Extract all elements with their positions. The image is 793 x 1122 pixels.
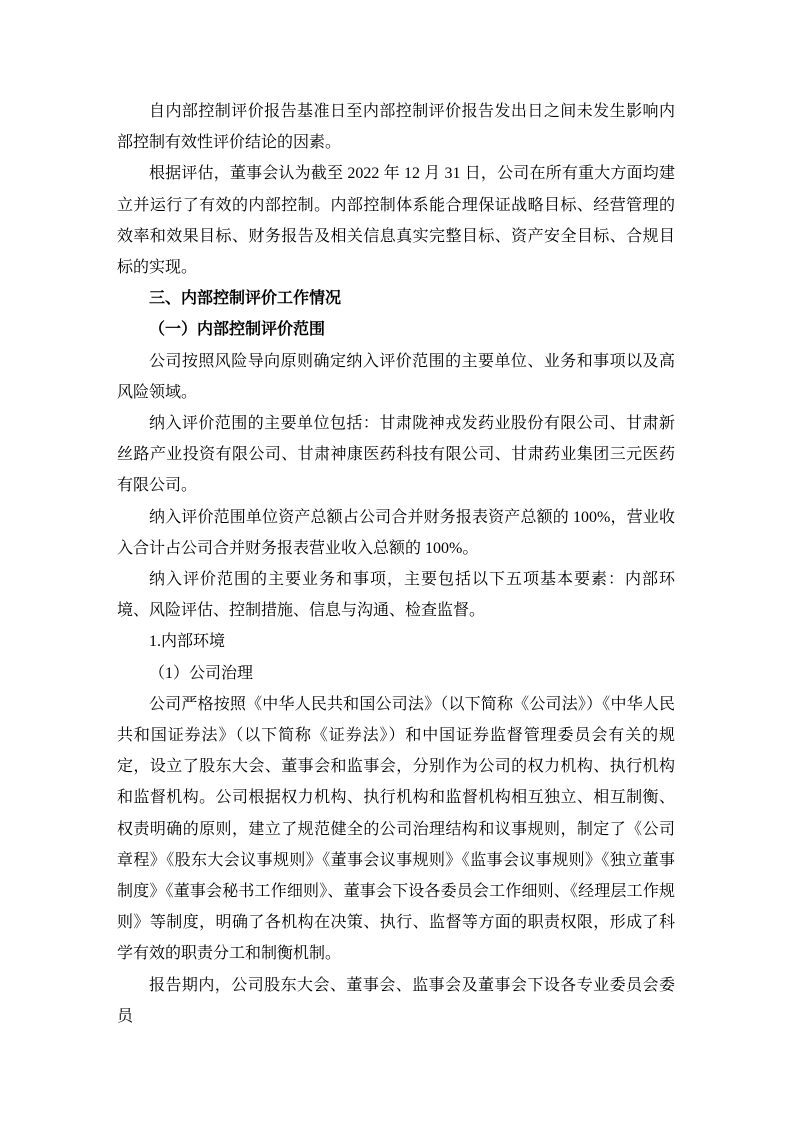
heading-subsection-evaluation-scope: （一）内部控制评价范围 (149, 321, 326, 339)
para-scope-five-elements: 纳入评价范围的主要业务和事项，主要包括以下五项基本要素：内部环境、风险评估、控制措施、信息与沟通、检查监督。 (117, 571, 675, 620)
heading-item-internal-environment: 1.内部环境 (149, 633, 226, 651)
heading-item-corporate-governance: （1）公司治理 (149, 664, 254, 682)
para-board-conclusion: 根据评估，董事会认为截至 2022 年 12 月 31 日，公司在所有重大方面均建立并运行了有效的内部控制。内部控制体系能合理保证战略目标、经营管理的效率和效果目标、财务报告及相关信息真实完整目标、资产安全目标、合规目标的实现。 (117, 165, 675, 277)
para-scope-coverage-percent: 纳入评价范围单位资产总额占公司合并财务报表资产总额的 100%，营业收入合计占公司合并财务报表营业收入总额的 100%。 (117, 508, 675, 557)
para-risk-oriented-principle: 公司按照风险导向原则确定纳入评价范围的主要单位、业务和事项以及高风险领域。 (117, 352, 675, 401)
para-scope-units: 纳入评价范围的主要单位包括：甘肃陇神戎发药业股份有限公司、甘肃新丝路产业投资有限公司、甘肃神康医药科技有限公司、甘肃药业集团三元医药有限公司。 (117, 415, 675, 495)
document-text-block (117, 96, 675, 1032)
para-corporate-governance-detail: 公司严格按照《中华人民共和国公司法》（以下简称《公司法》）《中华人民共和国证券法》（以下简称《证券法》）和中国证券监督管理委员会有关的规定，设立了股东大会、董事会和监事会，分别作为公司的权力机构、执行机构和监督机构。公司根据权力机构、执行机构和监督机构相互独立、相互制衡、权责明确的原则，建立了规范健全的公司治理结构和议事规则，制定了《公司章程》《股东大会议事规则》《董事会议事规则》《监事会议事规则》《独立董事制度》《董事会秘书工作细则》、董事会下设各委员会工作细则、《经理层工作规则》等制度，明确了各机构在决策、执行、监督等方面的职责权限，形成了科学有效的职责分工和制衡机制。 (117, 695, 675, 963)
para-report-period-truncated: 报告期内，公司股东大会、董事会、监事会及董事会下设各专业委员会委员 (117, 976, 675, 1025)
heading-section-evaluation-work: 三、内部控制评价工作情况 (149, 290, 342, 308)
para-no-change-factors: 自内部控制评价报告基准日至内部控制评价报告发出日之间未发生影响内部控制有效性评价结论的因素。 (117, 103, 675, 152)
